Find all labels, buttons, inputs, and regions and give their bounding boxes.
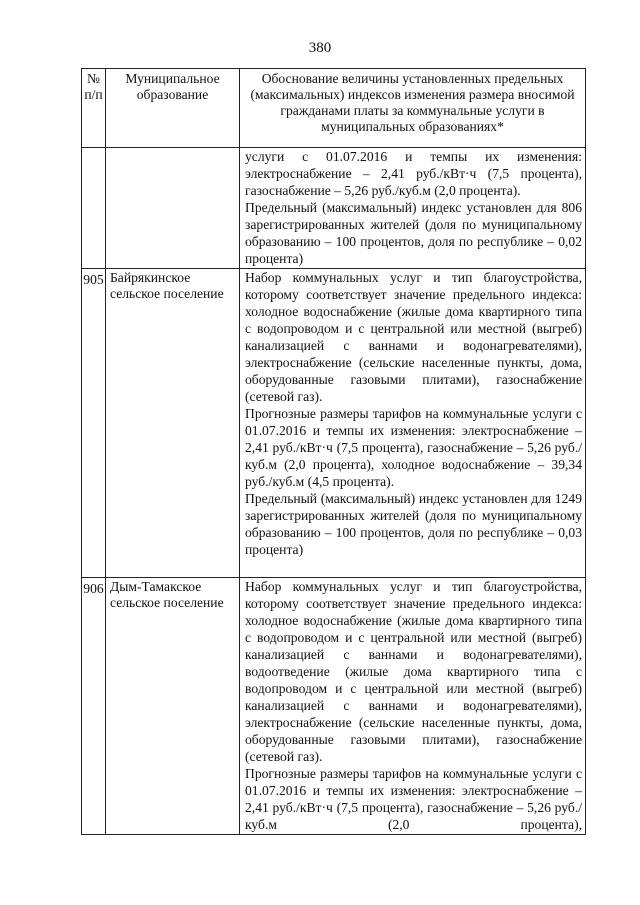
paragraph: Набор коммунальных услуг и тип благоустройства, которому соответствует значение предельного индекса: холодное водоснабжение (жилые дома квартирного типа с водопроводом и с центральной или местной (выгреб) канализацией с ваннами и водонагревателями), водоотведение (жилые дома квартирного типа с водопроводом и с центральной или местной (выгреб) канализацией с ваннами и водонагревателями), электроснабжение (сельские населенные пункты, дома, оборудованные газовыми плитами), газоснабжение (сетевой газ). bbox=[245, 579, 582, 764]
row-number bbox=[82, 148, 106, 269]
table-row bbox=[82, 148, 586, 269]
header-justification: Обоснование величины установленных предельных (максимальных) индексов изменения размера вносимой гражданами платы за коммунальные услуги в муниципальных образованиях* bbox=[240, 69, 586, 148]
paragraph: услуги с 01.07.2016 и темпы их изменения: электроснабжение – 2,41 руб./кВт·ч (7,5 процента), газоснабжение – 5,26 руб./куб.м (2,0 процента). bbox=[245, 149, 582, 198]
paragraph: Набор коммунальных услуг и тип благоустройства, которому соответствует значение предельного индекса: холодное водоснабжение (жилые дома квартирного типа с водопроводом и с центральной или местной (выгреб) канализацией с ваннами и водонагревателями), электроснабжение (сельские населенные пункты, дома, оборудованные газовыми плитами), газоснабжение (сетевой газ). bbox=[245, 270, 582, 404]
row-justification bbox=[240, 148, 586, 269]
row-justification bbox=[240, 578, 586, 835]
row-number: 905 bbox=[82, 269, 106, 578]
municipal-index-table bbox=[81, 68, 586, 835]
row-municipality: Дым-Тамакское сельское поселение bbox=[106, 578, 240, 835]
row-number: 906 bbox=[82, 578, 106, 835]
paragraph: Прогнозные размеры тарифов на коммунальные услуги с 01.07.2016 и темпы их изменения: электроснабжение – 2,41 руб./кВт·ч (7,5 процента), газоснабжение – 5,26 руб./куб.м (2,0 процента), холодное водоснабжение – 39,34 руб./куб.м (4,5 процента). bbox=[245, 406, 582, 489]
row-justification bbox=[240, 269, 586, 578]
paragraph: Предельный (максимальный) индекс установлен для 1249 зарегистрированных жителей (доля по муниципальному образованию – 100 процентов, доля по республике – 0,03 процента) bbox=[245, 491, 582, 557]
page-number: 380 bbox=[308, 40, 332, 56]
table-header-row bbox=[82, 69, 586, 148]
header-municipality: Муниципальное образование bbox=[106, 69, 240, 148]
row-municipality bbox=[106, 148, 240, 269]
paragraph: Предельный (максимальный) индекс установлен для 806 зарегистрированных жителей (доля по муниципальному образованию – 100 процентов, доля по республике – 0,02 процента) bbox=[245, 200, 582, 266]
header-number: № п/п bbox=[82, 69, 106, 148]
paragraph: Прогнозные размеры тарифов на коммунальные услуги с 01.07.2016 и темпы их изменения: электроснабжение – 2,41 руб./кВт·ч (7,5 процента), газоснабжение – 5,26 руб./куб.м (2,0 процента), bbox=[245, 766, 582, 832]
table-row bbox=[82, 269, 586, 578]
table-row bbox=[82, 578, 586, 835]
row-municipality: Байрякинское сельское поселение bbox=[106, 269, 240, 578]
